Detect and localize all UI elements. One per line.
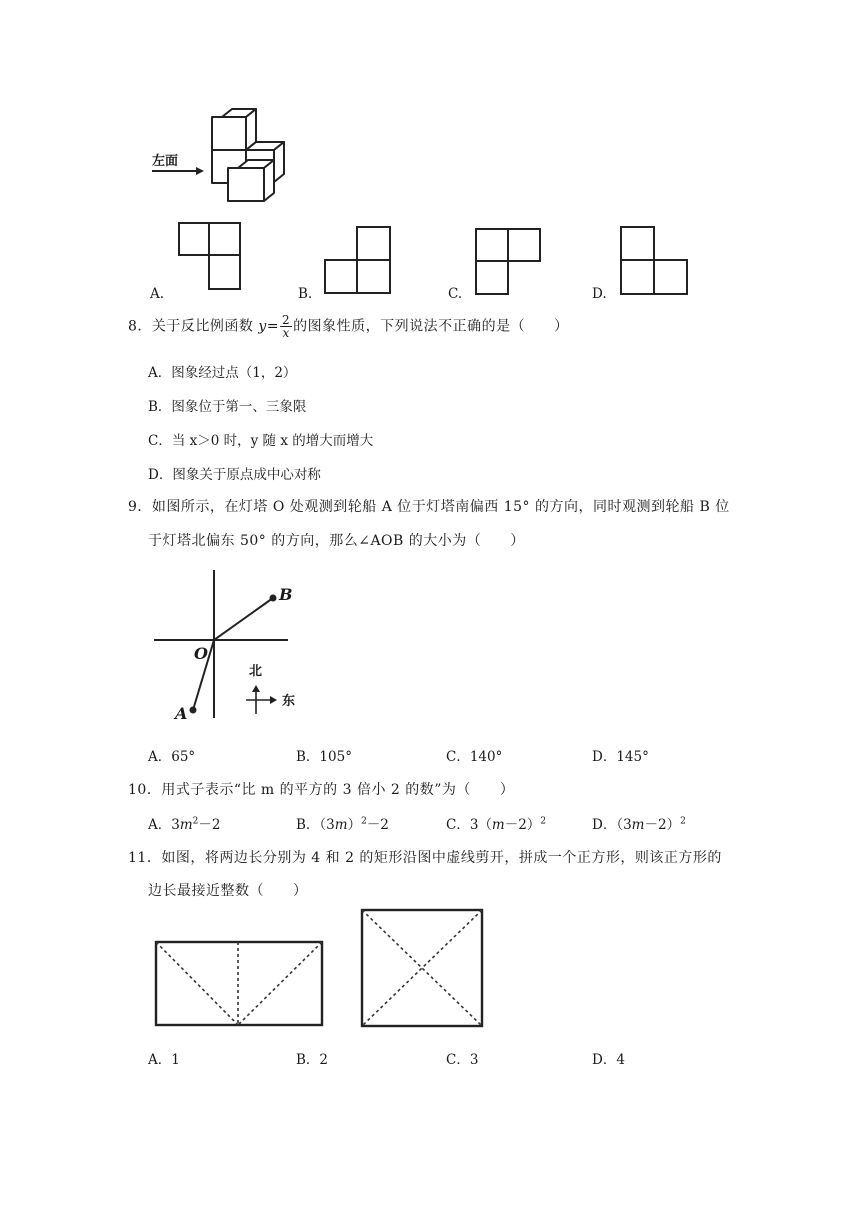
q10-option-b[interactable]: B．$(3m)^2-2$ [296,816,389,833]
q8-option-a[interactable]: A．图象经过点（1，2） [148,365,297,381]
rectangle-cut-diagram [154,940,324,1028]
q9-option-d[interactable]: D．145° [592,749,649,765]
q8-option-d[interactable]: D．图象关于原点成中心对称 [148,467,321,483]
q10-option-d[interactable]: D．$(3m-2)^2$ [592,816,686,833]
option-b-view [324,226,392,296]
q9-option-a[interactable]: A．65° [148,749,196,765]
q9-option-b[interactable]: B．105° [296,749,352,765]
option-d-view [620,226,690,298]
q8-number: 8． [128,318,152,335]
q8-option-b[interactable]: B．图象位于第一、三象限 [148,399,307,415]
q11-stem-line1: 11．如图，将两边长分别为 4 和 2 的矩形沿图中虚线剪开，拼成一个正方形，则该正方形的 [128,850,722,866]
point-a-label: A [175,704,188,723]
q9-stem-line2: 于灯塔北偏东 50° 的方向，那么∠AOB 的大小为（ ） [148,533,525,549]
q11-option-a[interactable]: A．1 [148,1052,180,1068]
q7-option-b[interactable]: B. [298,286,313,302]
fraction-2-over-x: $\frac{2}{x}$ [282,313,291,340]
q11-option-d[interactable]: D．4 [592,1052,625,1068]
lighthouse-bearing-diagram [150,568,300,720]
q9-option-c[interactable]: C．140° [446,749,503,765]
q10-option-c[interactable]: C．$3(m-2)^2$ [446,816,547,833]
q9-stem-line1: 9．如图所示，在灯塔 O 处观测到轮船 A 位于灯塔南偏西 15° 的方向，同时观测到轮船 B 位 [128,499,730,515]
square-result-diagram [360,908,486,1028]
option-a-view [178,222,244,292]
q11-stem-line2: 边长最接近整数（ ） [148,883,308,899]
point-o-label: O [194,644,208,663]
q8-stem: 8．关于反比例函数 y= $\frac{2}{x}$ 的图象性质，下列说法不正确的是（ ） [128,313,569,340]
left-arrow-icon [152,166,202,178]
north-label: 北 [249,664,263,679]
left-view-label: 左面 [152,154,179,169]
cube-solid-figure [208,108,300,203]
q11-option-b[interactable]: B．2 [296,1052,329,1068]
point-b-label: B [279,585,293,604]
q11-option-c[interactable]: C．3 [446,1052,479,1068]
q7-option-c[interactable]: C. [448,286,463,302]
q7-option-d[interactable]: D. [592,286,607,302]
q10-stem: 10．用式子表示“比 m 的平方的 3 倍小 2 的数”为（ ） [128,782,515,798]
option-c-view [474,228,544,298]
q10-option-a[interactable]: A．$3m^2-2$ [148,816,221,833]
q7-option-a[interactable]: A. [150,286,165,302]
east-label: 东 [282,694,296,709]
q8-option-c[interactable]: C．当 x＞0 时，y 随 x 的增大而增大 [148,433,374,449]
